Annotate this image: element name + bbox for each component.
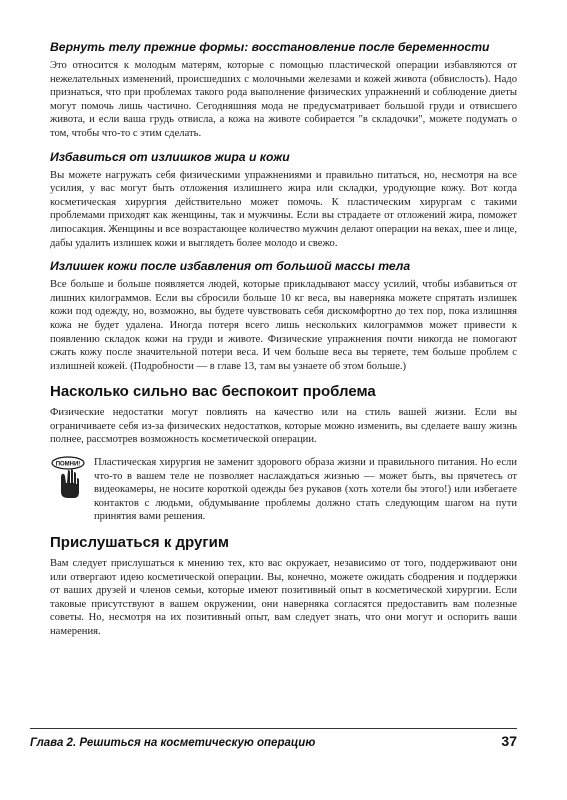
section-heading-weight-loss: Излишек кожи после избавления от большой массы тела <box>50 259 411 274</box>
remember-hand-icon <box>50 456 86 500</box>
paragraph-concern: Физические недостатки могут повлиять на качество или на стиль вашей жизни. Если вы ограничиваете себя из-за физических недостатков, которые можно изменить, вы сделаете вашу жизнь полнее, рассмотрев возможность косметической операции. <box>50 407 517 446</box>
remember-note <box>50 456 517 524</box>
page-footer <box>30 728 517 749</box>
paragraph-postpartum: Это относится к молодым матерям, которые с помощью пластической операции избавляются от нежелательных изменений, происшедших с молочными железами и кожей живота (обвислость). Надо признаться, что при проблемах такого рода выполнение физических упражнений и соблюдение диеты могут помочь лишь частично. Сегодняшняя мода не предусматривает большой груди и отвисшего живота, и если ваша грудь отвисла, а кожа на животе собирается "в складочки", можете подумать о том, чтобы что-то с этим сделать. <box>50 60 517 139</box>
paragraph-weight-loss: Все больше и больше появляется людей, которые прикладывают массу усилий, чтобы избавиться от лишних килограммов. Если вы сбросили больше 10 кг веса, вы наверняка можете спрятать излишек кожи под одежду, но, возможно, вы будете чувствовать себя дискомфортно до тех пор, пока излишняя кожа не будет удалена. Иногда потеря всего лишь нескольких килограммов может привести к появлению складок кожи на груди и животе. Физические упражнения почти никогда не помогают сжать кожу после значительной потери веса. И чем больше веса вы теряете, тем больше проблем с излишней кожей. (Подробности — в главе 13, там вы узнаете об этом больше.) <box>50 279 517 372</box>
section-heading-postpartum: Вернуть телу прежние формы: восстановление после беременности <box>50 40 490 54</box>
section-heading-fat-skin: Избавиться от излишков жира и кожи <box>50 149 290 164</box>
remember-note-text: Пластическая хирургия не заменит здорового образа жизни и правильного питания. Но если что-то в вашем теле не позволяет наслаждаться жизнью — может быть, вы прячетесь от видеокамеры, не носите короткой одежды без рукавов (хоть хотели бы этого!) или избегаете контактов с людьми, обдумывание проблемы должно стать следующим шагом на пути принятия вами решения. <box>94 457 517 523</box>
chapter-heading-listen: Прислушаться к другим <box>50 534 229 552</box>
chapter-footer-title: Глава 2. Решиться на косметическую операцию <box>30 737 316 749</box>
chapter-heading-concern: Насколько сильно вас беспокоит проблема <box>50 383 376 401</box>
remember-label: ПОМНИ! <box>55 461 81 468</box>
paragraph-fat-skin: Вы можете нагружать себя физическими упражнениями и правильно питаться, но, несмотря на все усилия, у вас могут быть отложения излишнего жира или складки, уродующие кожу. Вот когда косметическая хирургия действительно может помочь. К пластическим хирургам с такими проблемами приходят как женщины, так и мужчины. Если вы страдаете от отложений жира, поможет липосакция. Женщины и все возрастающее количество мужчин делают операции на веках, шее и лице, дабы удалить излишек кожи и выглядеть более молодо и свежо. <box>50 169 517 249</box>
page-number: 37 <box>501 733 517 749</box>
paragraph-listen: Вам следует прислушаться к мнению тех, кто вас окружает, независимо от того, поддерживают они или отвергают идею косметической операции. Вы, конечно, можете ожидать сбодрения и поддержки от ваших друзей и членов семьи, которые имеют позитивный опыт в косметической хирургии. Если таковые присутствуют в вашем окружении, они наверняка согласятся предоставить вам полезные советы. Но, несмотря на их позитивный опыт, вам следует знать, что они могут и оспорить ваши намерения. <box>50 558 517 637</box>
